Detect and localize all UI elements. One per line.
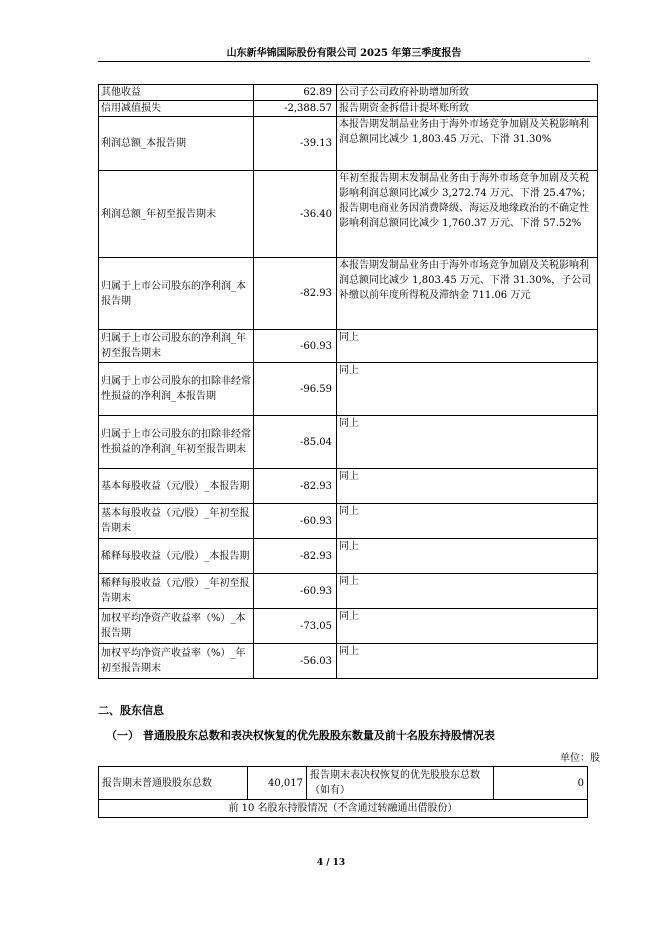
row-item: 归属于上市公司股东的净利润_年初至报告期末 bbox=[99, 330, 254, 363]
row-item: 归属于上市公司股东的扣除非经常性损益的净利润_本报告期 bbox=[99, 363, 254, 416]
common-holders-value: 40,017 bbox=[248, 767, 307, 800]
row-value: -82.93 bbox=[254, 258, 337, 330]
row-item: 稀释每股收益（元/股）_年初至报告期末 bbox=[99, 574, 254, 609]
row-item: 利润总额_本报告期 bbox=[99, 117, 254, 171]
table-row bbox=[99, 117, 598, 171]
row-item: 稀释每股收益（元/股）_本报告期 bbox=[99, 539, 254, 574]
table-row bbox=[99, 539, 598, 574]
row-value: -2,388.57 bbox=[254, 101, 337, 117]
row-item: 利润总额_年初至报告期末 bbox=[99, 171, 254, 258]
row-reason: 报告期资金拆借计提坏账所致 bbox=[337, 101, 598, 117]
table-row bbox=[99, 800, 588, 818]
row-item: 加权平均净资产收益率（%）_本报告期 bbox=[99, 609, 254, 644]
report-header-title: 山东新华锦国际股份有限公司 2025 年第三季度报告 bbox=[226, 48, 462, 59]
table-row bbox=[99, 363, 598, 416]
top10-caption: 前 10 名股东持股情况（不含通过转融通出借股份） bbox=[99, 800, 588, 818]
table-row bbox=[99, 85, 598, 101]
row-reason: 本报告期发制品业务由于海外市场竞争加剧及关税影响利润总额同比减少 1,803.45 万元、下滑 31.30%，子公司补缴以前年度所得税及滞纳金 711.06 万元 bbox=[337, 258, 598, 330]
row-item: 归属于上市公司股东的净利润_本报告期 bbox=[99, 258, 254, 330]
row-reason: 年初至报告期末发制品业务由于海外市场竞争加剧及关税影响利润总额同比减少 3,272.74 万元、下滑 25.47%；报告期电商业务因消费降级、海运及地缘政治的不确定性影响利润总额同比减少 1,760.37 万元、下滑 57.52% bbox=[337, 171, 598, 258]
unit-label: 单位：股 bbox=[560, 753, 600, 764]
row-item: 信用减值损失 bbox=[99, 101, 254, 117]
table-row bbox=[99, 416, 598, 469]
row-reason: 同上 bbox=[337, 363, 598, 416]
table-row bbox=[99, 767, 588, 800]
row-item: 加权平均净资产收益率（%）_年初至报告期末 bbox=[99, 644, 254, 679]
shareholders-table bbox=[98, 766, 588, 818]
table-row bbox=[99, 609, 598, 644]
row-value: -36.40 bbox=[254, 171, 337, 258]
row-reason: 同上 bbox=[337, 574, 598, 609]
row-value: -73.05 bbox=[254, 609, 337, 644]
table-row bbox=[99, 644, 598, 679]
row-value: -60.93 bbox=[254, 574, 337, 609]
changes-table bbox=[98, 84, 598, 679]
table-row bbox=[99, 258, 598, 330]
table-row bbox=[99, 469, 598, 504]
row-value: -60.93 bbox=[254, 504, 337, 539]
row-value: -85.04 bbox=[254, 416, 337, 469]
row-item: 归属于上市公司股东的扣除非经常性损益的净利润_年初至报告期末 bbox=[99, 416, 254, 469]
row-value: -96.59 bbox=[254, 363, 337, 416]
preferred-holders-label: 报告期末表决权恢复的优先股股东总数（如有） bbox=[307, 767, 494, 800]
common-holders-label: 报告期末普通股股东总数 bbox=[99, 767, 248, 800]
row-value: -39.13 bbox=[254, 117, 337, 171]
subsection-heading: （一） 普通股股东总数和表决权恢复的优先股股东数量及前十名股东持股情况表 bbox=[106, 729, 495, 742]
row-value: -82.93 bbox=[254, 539, 337, 574]
table-row bbox=[99, 504, 598, 539]
row-reason: 同上 bbox=[337, 330, 598, 363]
table-row bbox=[99, 330, 598, 363]
table-row bbox=[99, 171, 598, 258]
table-row bbox=[99, 574, 598, 609]
row-value: -82.93 bbox=[254, 469, 337, 504]
row-item: 基本每股收益（元/股）_年初至报告期末 bbox=[99, 504, 254, 539]
row-reason: 同上 bbox=[337, 609, 598, 644]
row-reason: 同上 bbox=[337, 469, 598, 504]
row-item: 基本每股收益（元/股）_本报告期 bbox=[99, 469, 254, 504]
row-reason: 同上 bbox=[337, 644, 598, 679]
row-value: 62.89 bbox=[254, 85, 337, 101]
section-heading: 二、股东信息 bbox=[98, 704, 164, 717]
row-reason: 同上 bbox=[337, 416, 598, 469]
row-item: 其他收益 bbox=[99, 85, 254, 101]
row-value: -56.03 bbox=[254, 644, 337, 679]
page-number: 4 / 13 bbox=[316, 858, 346, 868]
row-reason: 公司子公司政府补助增加所致 bbox=[337, 85, 598, 101]
row-reason: 同上 bbox=[337, 539, 598, 574]
row-value: -60.93 bbox=[254, 330, 337, 363]
header-divider bbox=[98, 61, 590, 62]
row-reason: 同上 bbox=[337, 504, 598, 539]
row-reason: 本报告期发制品业务由于海外市场竞争加剧及关税影响利润总额同比减少 1,803.45 万元、下滑 31.30% bbox=[337, 117, 598, 171]
preferred-holders-value: 0 bbox=[494, 767, 588, 800]
table-row bbox=[99, 101, 598, 117]
